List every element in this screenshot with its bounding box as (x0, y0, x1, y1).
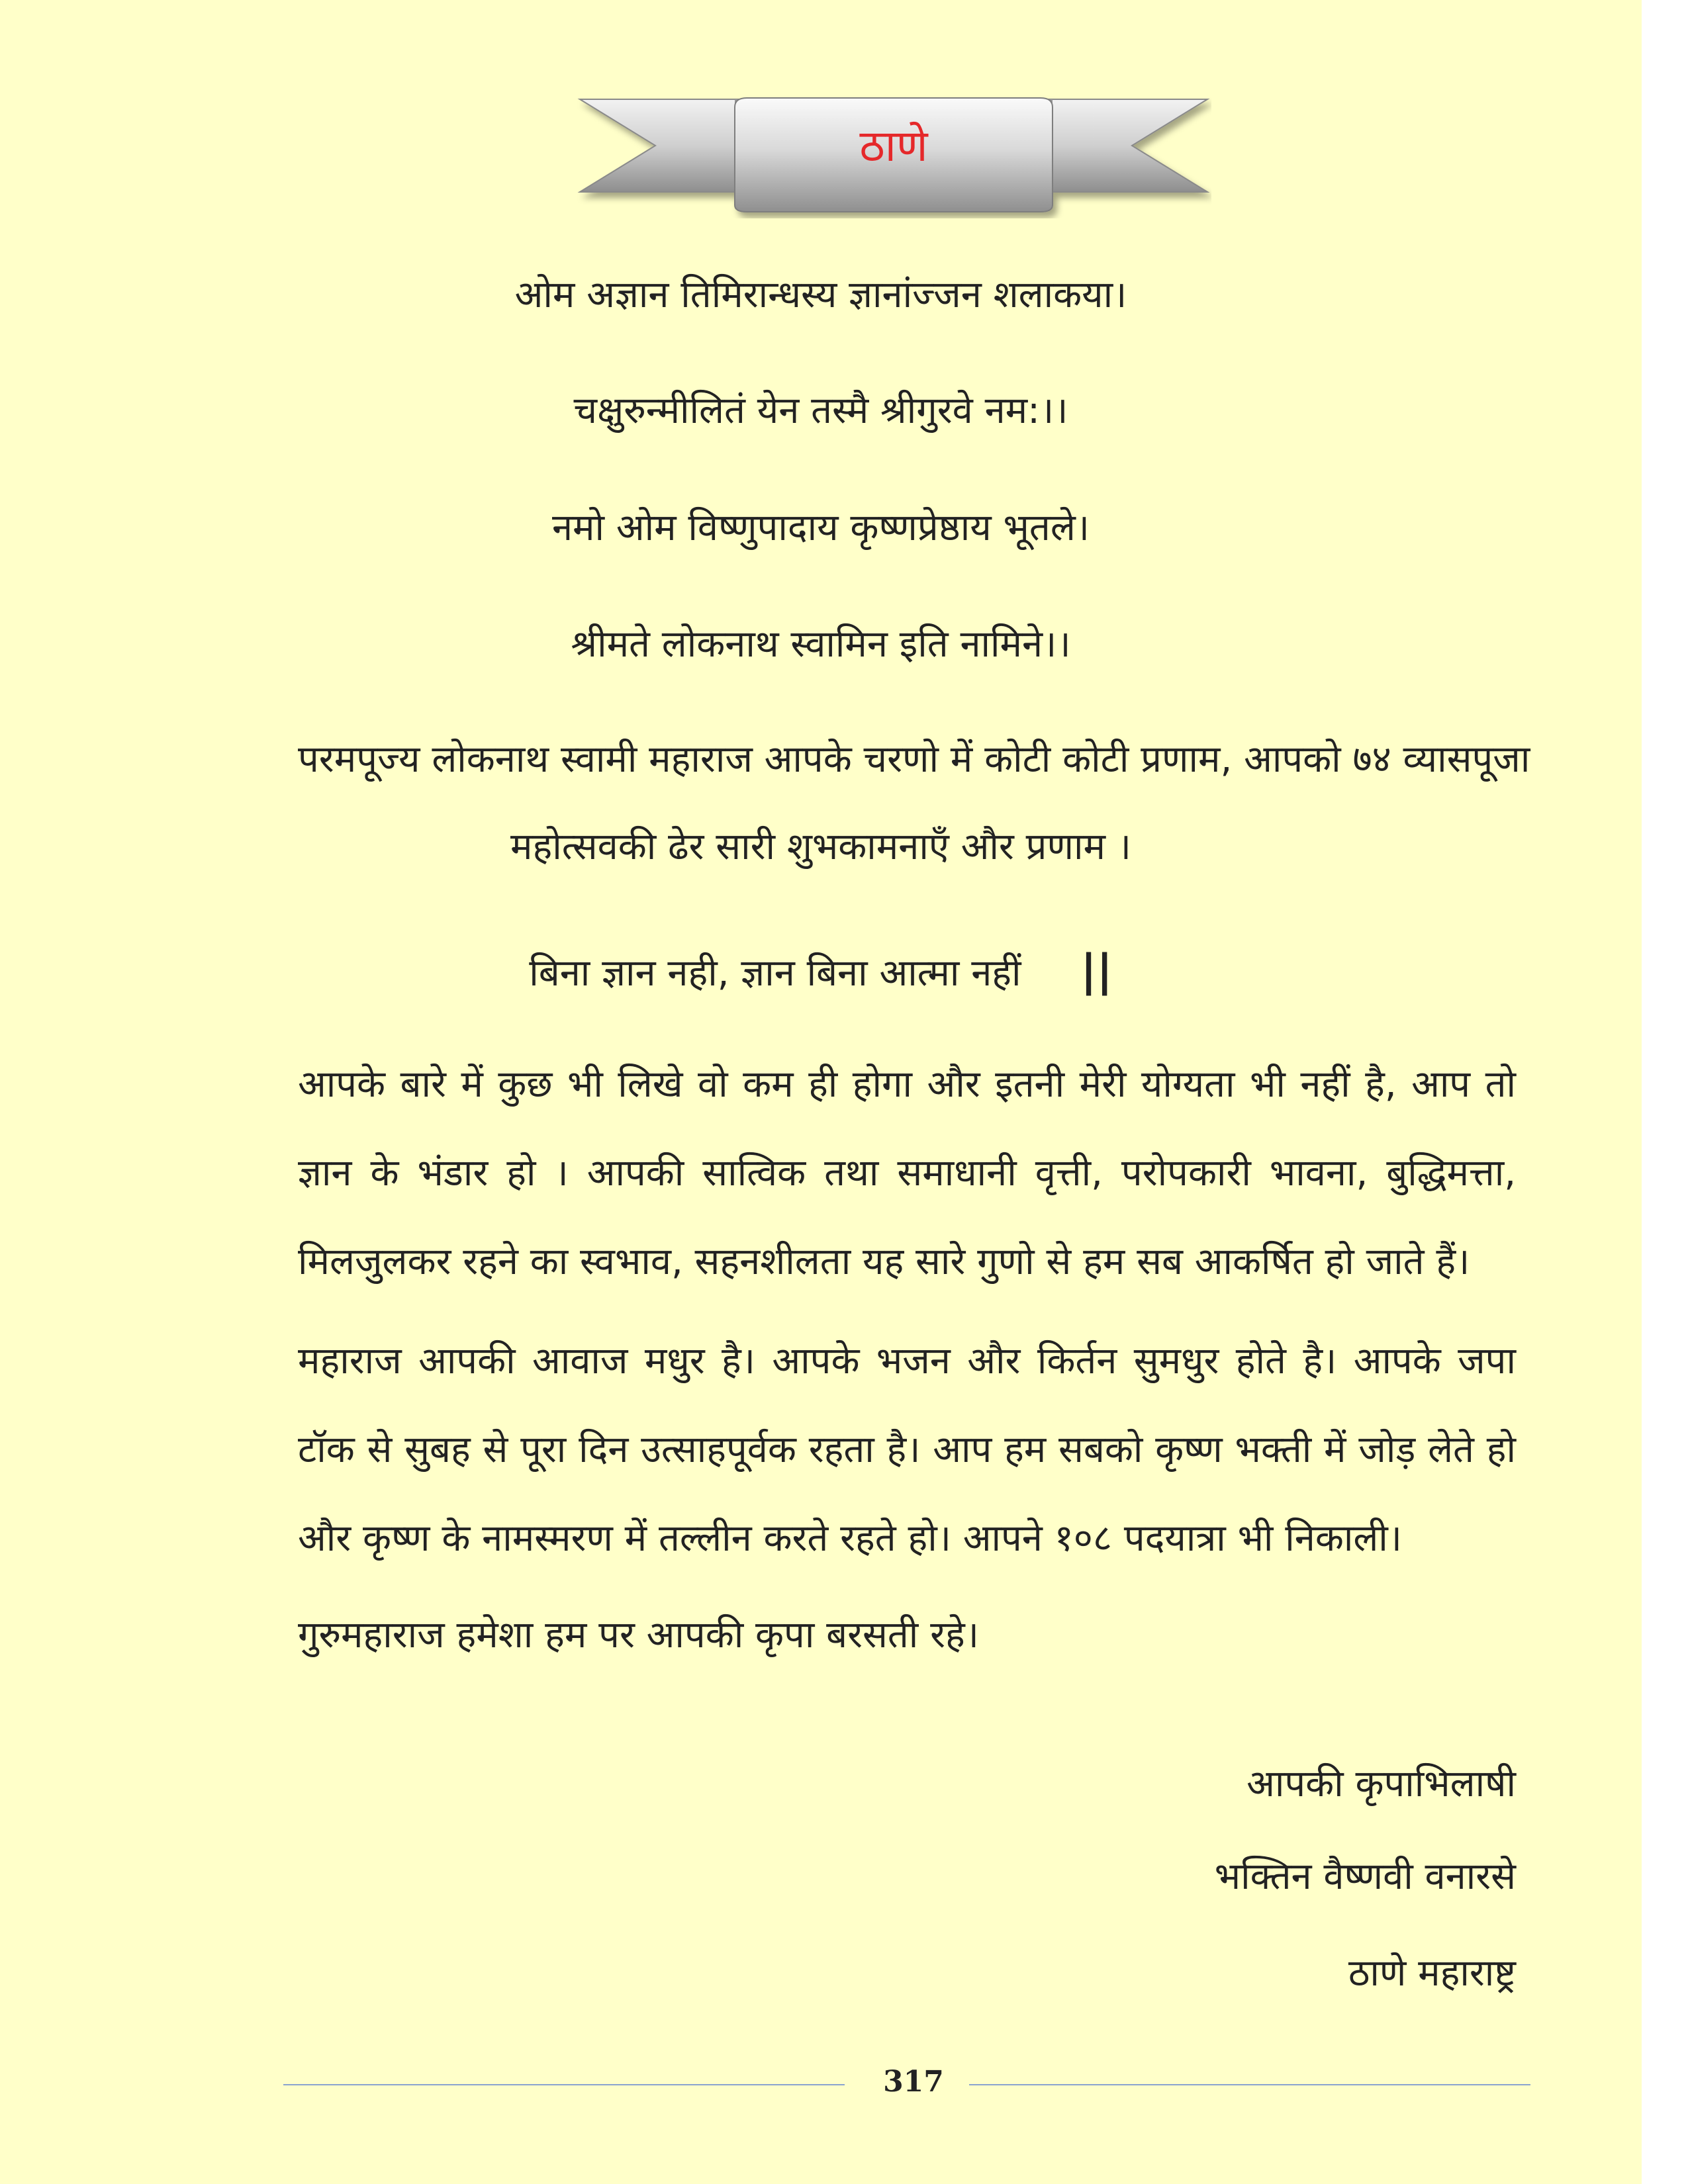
footer-rule-left (283, 2084, 845, 2085)
paragraph-qualities: आपके बारे में कुछ भी लिखे वो कम ही होगा और इतनी मेरी योग्यता भी नहीं है, आप तो ज्ञान के भंडार हो । आपकी सात्विक तथा समाधानी वृत्ती, परोपकारी भावना, बुद्धिमत्ता, मिलजुलकर रहने का स्वभाव, सहनशीलता यह सारे गुणो से हम सब आकर्षित हो जाते हैं। (298, 1063, 1516, 1283)
signature-salutation: आपकी कृपाभिलाषी (1246, 1762, 1516, 1805)
title-banner (576, 93, 1211, 218)
paragraph-voice: महाराज आपकी आवाज मधुर है। आपके भजन और किर्तन सुमधुर होते है। आपके जपा टॉक से सुबह से पूरा दिन उत्साहपूर्वक रहता है। आप हम सबको कृष्ण भक्ती में जोड़ लेते हो और कृष्ण के नामस्मरण में तल्लीन करते रहते हो। आपने १०८ पदयात्रा भी निकाली। (298, 1340, 1516, 1560)
signature-name: भक्तिन वैष्णवी वनारसे (1214, 1855, 1516, 1898)
footer-rule-right (969, 2084, 1530, 2085)
page-title: ठाणे (859, 120, 928, 171)
page-number: 317 (883, 2065, 944, 2099)
verse-line-1: ओम अज्ञान तिमिरान्धस्य ज्ञानांज्जन शलाकया। (514, 273, 1127, 316)
paragraph-blessing: गुरुमहाराज हमेशा हम पर आपकी कृपा बरसती रहे। (298, 1614, 979, 1657)
saying-text: बिना ज्ञान नही, ज्ञान बिना आत्मा नहीं (529, 952, 1021, 995)
greeting-line-2: महोत्सवकी ढेर सारी शुभकामनाएँ और प्रणाम । (510, 825, 1131, 868)
verse-line-3: नमो ओम विष्णुपादाय कृष्णप्रेष्ठाय भूतले। (551, 506, 1090, 549)
verse-line-2: चक्षुरुन्मीलितं येन तस्मै श्रीगुरवे नम:।। (573, 389, 1068, 432)
saying-mark: || (1080, 945, 1113, 996)
signature-place: ठाणे महाराष्ट्र (1348, 1952, 1516, 1995)
greeting-line-1: परमपूज्य लोकनाथ स्वामी महाराज आपके चरणो में कोटी कोटी प्रणाम, आपको ७४ व्यासपूजा (298, 738, 1530, 781)
saying-line (0, 942, 1642, 999)
verse-line-4: श्रीमते लोकनाथ स्वामिन इति नामिने।। (571, 623, 1071, 666)
